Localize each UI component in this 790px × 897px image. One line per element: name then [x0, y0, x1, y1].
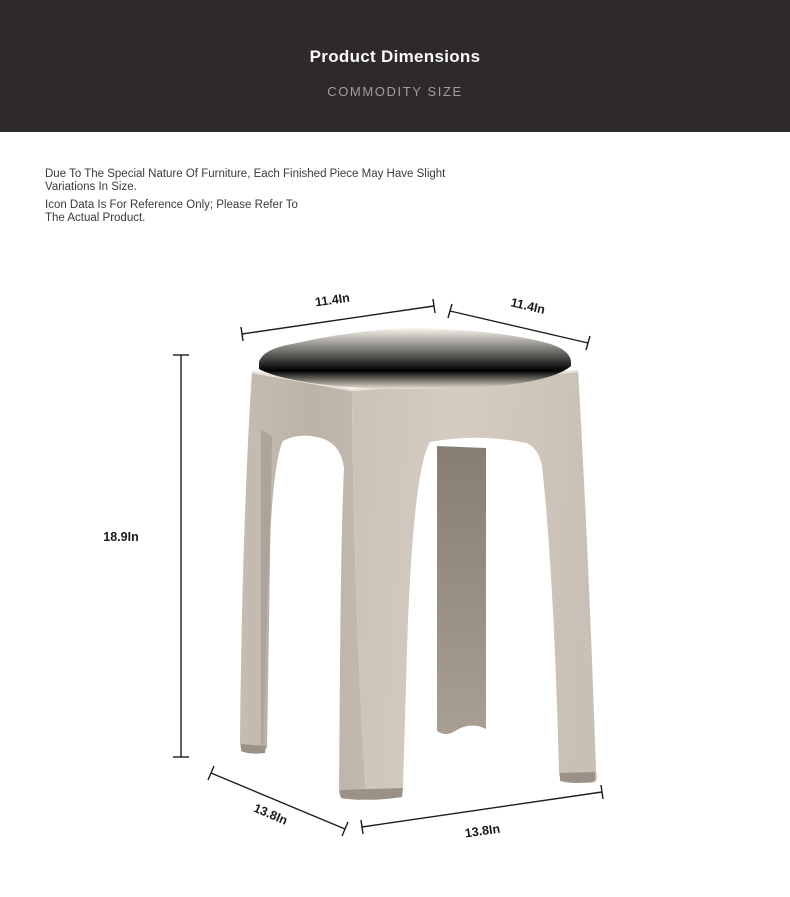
disclaimer-p2-line2: The Actual Product. — [45, 212, 146, 224]
disclaimer-p1-line2: Variations In Size. — [45, 181, 137, 193]
stool-rear-leg — [437, 446, 486, 734]
base-width-label: 13.8In — [463, 821, 501, 841]
disclaimer-p1-line1: Due To The Special Nature Of Furniture, Each Finished Piece May Have Slight — [45, 168, 446, 180]
dimension-base-depth-line — [208, 766, 348, 836]
height-label: 18.9In — [103, 530, 139, 544]
page-title: Product Dimensions — [309, 47, 481, 66]
dimension-height-line — [173, 355, 189, 757]
seat-width-label: 11.4In — [509, 295, 547, 317]
stool-foot-pad-center — [340, 788, 403, 800]
disclaimer-p2-line1: Icon Data Is For Reference Only; Please Refer To — [45, 199, 298, 211]
stool-left-leg-shadow — [261, 430, 272, 749]
stool-seat-cushion — [259, 328, 571, 389]
stool-foot-pad-right — [560, 772, 595, 783]
base-depth-label: 13.8In — [251, 800, 290, 828]
page-subtitle: COMMODITY SIZE — [327, 84, 463, 99]
stool-illustration — [240, 328, 597, 800]
stool-left-face — [240, 371, 366, 800]
seat-depth-label: 11.4In — [314, 290, 351, 310]
